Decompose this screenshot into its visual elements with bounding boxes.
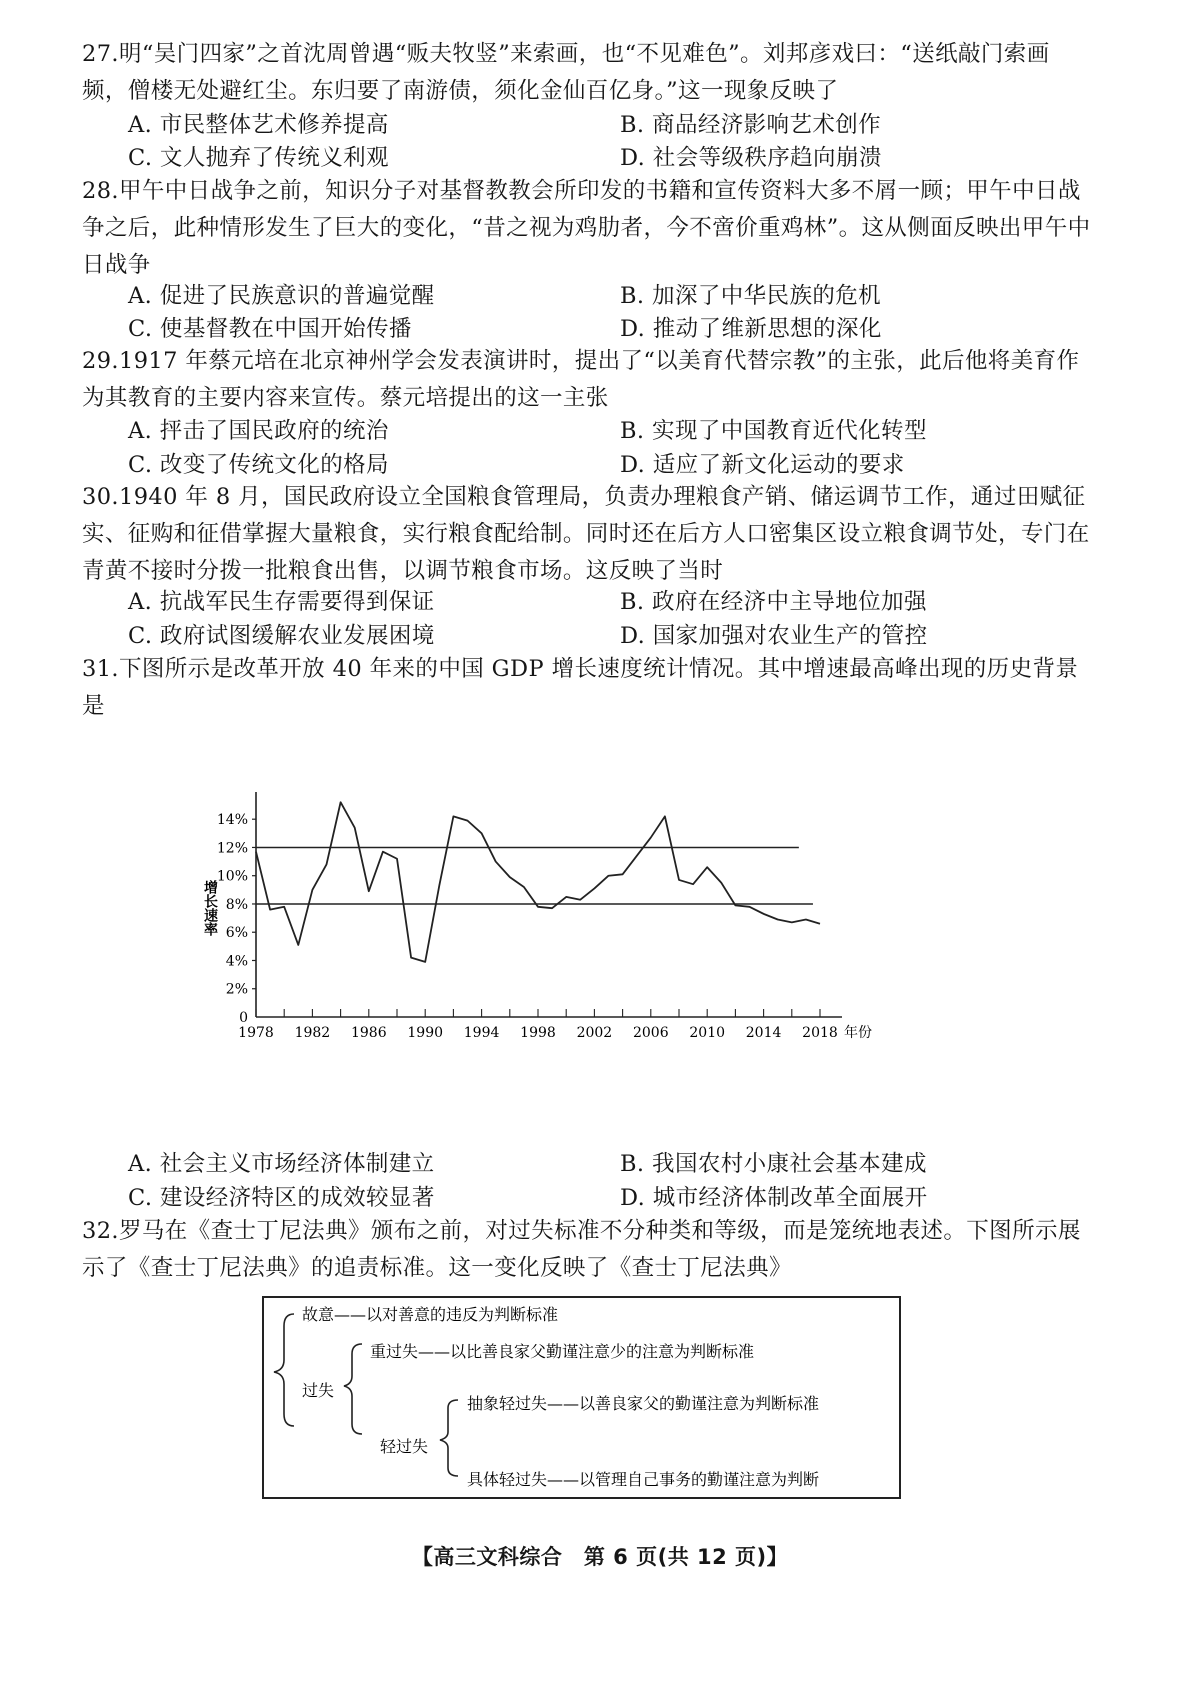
question-30-stem	[82, 479, 1092, 590]
option-b: B. 加深了中华民族的危机	[620, 283, 882, 309]
option-a: A. 市民整体艺术修养提高	[128, 112, 389, 138]
question-text: 下图所示是改革开放 40 年来的中国 GDP 增长速度统计情况。其中增速最高峰出现的历史背景是	[82, 656, 1079, 719]
option-b: B. 政府在经济中主导地位加强	[620, 589, 927, 615]
y-tick-label: 2%	[225, 981, 248, 998]
question-number: 28.	[82, 178, 119, 204]
option-a: A. 促进了民族意识的普遍觉醒	[128, 283, 435, 309]
question-28-stem	[82, 173, 1092, 284]
y-tick-label: 12%	[216, 840, 248, 857]
y-tick-label: 6%	[225, 925, 248, 942]
x-tick-label: 1986	[350, 1025, 387, 1041]
option-a: A. 抨击了国民政府的统治	[128, 418, 389, 444]
gdp-growth-line	[256, 802, 820, 962]
option-d: D. 推动了维新思想的深化	[620, 316, 882, 342]
x-tick-label: 2006	[632, 1025, 669, 1041]
x-tick-label: 2010	[689, 1025, 726, 1041]
gross-negligence-label: 重过失——以比善良家父勤谨注意少的注意为判断标准	[370, 1342, 755, 1361]
y-tick-label: 4%	[225, 953, 248, 970]
page-footer: 【高三文科综合 第 6 页(共 12 页)】	[411, 1545, 789, 1569]
question-text: 甲午中日战争之前，知识分子对基督教教会所印发的书籍和宣传资料大多不屑一顾；甲午中日战争之后，此种情形发生了巨大的变化，“昔之视为鸡肋者，今不啻价重鸡林”。这从侧面反映出甲午中日战争	[82, 178, 1091, 278]
option-c: C. 建设经济特区的成效较显著	[128, 1185, 435, 1211]
negligence-brace	[344, 1344, 362, 1434]
option-b: B. 我国农村小康社会基本建成	[620, 1151, 927, 1177]
option-c: C. 政府试图缓解农业发展困境	[128, 623, 435, 649]
y-tick-label: 10%	[216, 868, 248, 885]
question-text: 明“吴门四家”之首沈周曾遇“贩夫牧竖”来索画，也“不见难色”。刘邦彦戏曰：“送纸敲门索画频，僧楼无处避红尘。东归要了南游债，须化金仙百亿身。”这一现象反映了	[82, 41, 1050, 104]
question-text: 1940 年 8 月，国民政府设立全国粮食管理局，负责办理粮食产销、储运调节工作，通过田赋征实、征购和征借掌握大量粮食，实行粮食配给制。同时还在后方人口密集区设立粮食调节处，专门在青黄不接时分拨一批粮食出售，以调节粮食市场。这反映了当时	[82, 484, 1090, 584]
x-tick-label: 2014	[745, 1025, 782, 1041]
y-axis-label: 增长速率	[202, 880, 218, 936]
option-d: D. 社会等级秩序趋向崩溃	[620, 145, 882, 171]
question-number: 30.	[82, 484, 119, 510]
question-27-stem	[82, 36, 1092, 110]
question-text: 1917 年蔡元培在北京神州学会发表演讲时，提出了“以美育代替宗教”的主张，此后他将美育作为其教育的主要内容来宣传。蔡元培提出的这一主张	[82, 348, 1080, 411]
slight-brace	[440, 1400, 458, 1476]
intent-label: 故意——以对善意的违反为判断标准	[302, 1305, 559, 1324]
question-29-stem	[82, 343, 1092, 417]
x-tick-label: 2018	[802, 1025, 838, 1041]
x-tick-label: 1990	[407, 1025, 444, 1041]
main-brace	[274, 1314, 294, 1426]
liability-diagram	[262, 1296, 902, 1500]
x-tick-label: 1982	[294, 1025, 331, 1041]
abstract-slight-label: 抽象轻过失——以善良家父的勤谨注意为判断标准	[467, 1394, 820, 1413]
option-c: C. 文人抛弃了传统义利观	[128, 145, 389, 171]
y-tick-label: 0	[239, 1010, 248, 1026]
gdp-growth-chart	[190, 790, 950, 1150]
y-tick-label: 8%	[225, 896, 248, 913]
chart-series	[256, 802, 820, 962]
option-b: B. 实现了中国教育近代化转型	[620, 418, 927, 444]
y-tick-label: 14%	[216, 812, 248, 829]
negligence-label: 过失	[302, 1381, 335, 1400]
question-32-stem	[82, 1213, 1092, 1287]
option-d: D. 城市经济体制改革全面展开	[620, 1185, 928, 1211]
option-c: C. 改变了传统文化的格局	[128, 452, 389, 478]
question-number: 29.	[82, 348, 119, 374]
option-d: D. 国家加强对农业生产的管控	[620, 623, 928, 649]
x-tick-label: 1994	[463, 1025, 500, 1041]
option-a: A. 社会主义市场经济体制建立	[128, 1151, 435, 1177]
x-tick-label: 1978	[238, 1025, 274, 1041]
x-axis-label: 年份	[844, 1025, 872, 1041]
slight-negligence-label: 轻过失	[380, 1437, 429, 1456]
option-d: D. 适应了新文化运动的要求	[620, 452, 905, 478]
question-number: 27.	[82, 41, 119, 67]
option-a: A. 抗战军民生存需要得到保证	[128, 589, 435, 615]
option-c: C. 使基督教在中国开始传播	[128, 316, 412, 342]
option-b: B. 商品经济影响艺术创作	[620, 112, 882, 138]
x-tick-label: 1998	[520, 1025, 556, 1041]
question-text: 罗马在《查士丁尼法典》颁布之前，对过失标准不分种类和等级，而是笼统地表述。下图所示展示了《查士丁尼法典》的追责标准。这一变化反映了《查士丁尼法典》	[82, 1218, 1081, 1281]
question-number: 31.	[82, 656, 119, 682]
concrete-slight-label: 具体轻过失——以管理自己事务的勤谨注意为判断	[467, 1470, 820, 1489]
x-tick-label: 2002	[576, 1025, 613, 1041]
question-number: 32.	[82, 1218, 119, 1244]
question-31-stem	[82, 651, 1092, 725]
